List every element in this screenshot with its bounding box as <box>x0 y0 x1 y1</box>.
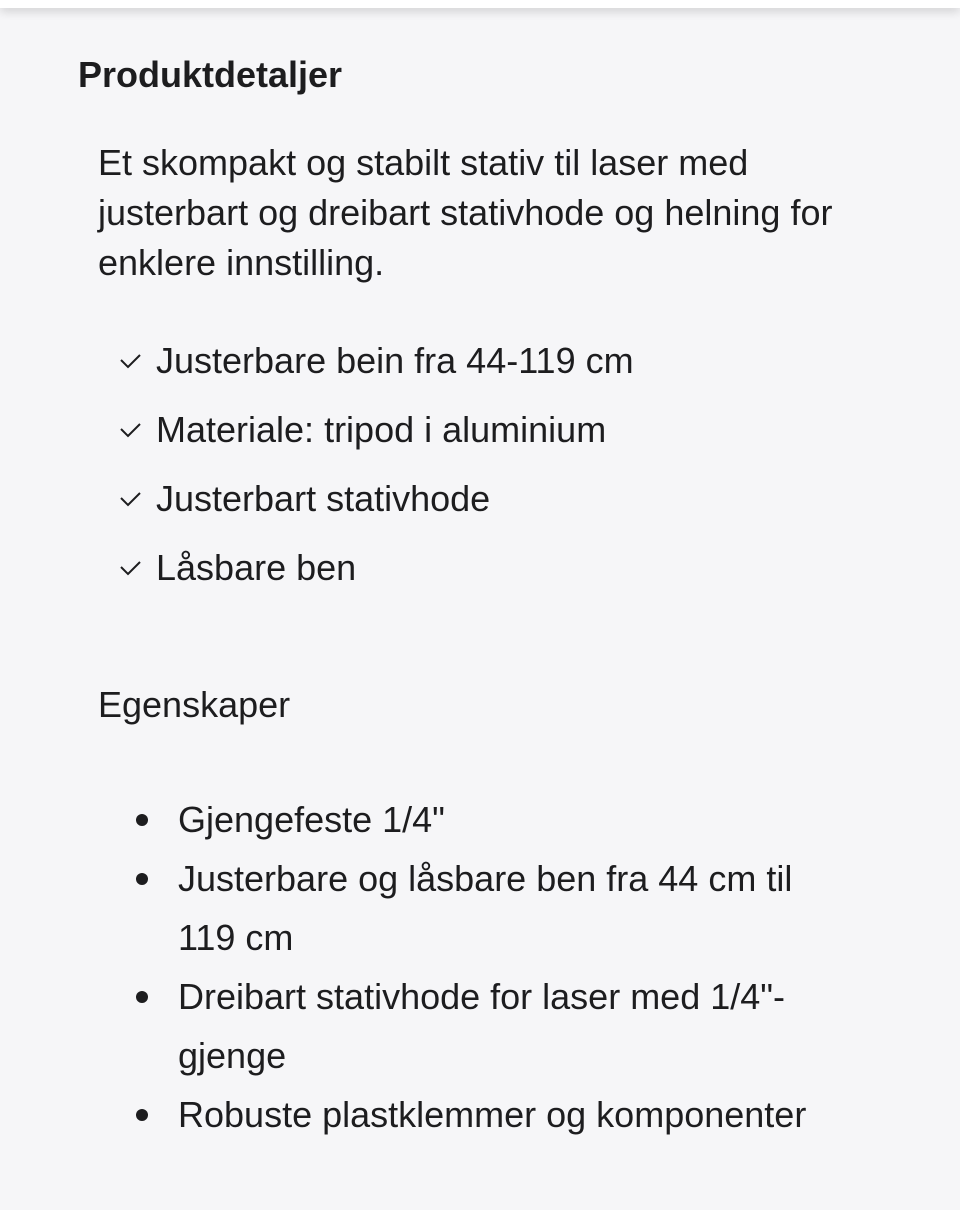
feature-item <box>130 967 850 1085</box>
highlights-list <box>118 326 634 602</box>
highlight-item <box>118 464 634 533</box>
features-heading: Egenskaper <box>98 684 291 725</box>
highlight-item <box>118 395 634 464</box>
highlight-text: Justerbare bein fra 44-119 cm <box>156 339 634 381</box>
feature-item <box>130 790 850 849</box>
highlight-text: Materiale: tripod i aluminium <box>156 408 607 450</box>
bullet-icon <box>136 814 148 826</box>
highlight-item <box>118 533 634 602</box>
feature-item <box>130 1085 850 1144</box>
feature-text: Gjengefeste 1/4" <box>178 799 445 840</box>
highlight-item <box>118 326 634 395</box>
bullet-icon <box>136 1109 148 1121</box>
feature-text: Justerbare og låsbare ben fra 44 cm til 119 cm <box>178 858 793 958</box>
feature-text: Robuste plastklemmer og komponenter <box>178 1094 807 1135</box>
feature-item <box>130 849 850 967</box>
header-bar-edge <box>0 0 960 8</box>
section-title: Produktdetaljer <box>78 54 343 95</box>
highlight-text: Låsbare ben <box>156 546 357 588</box>
check-icon <box>118 558 144 578</box>
bullet-icon <box>136 873 148 885</box>
check-icon <box>118 351 144 371</box>
features-list <box>130 790 850 1144</box>
check-icon <box>118 420 144 440</box>
product-description: Et skompakt og stabilt stativ til laser med justerbart og dreibart stativhode og helning for enklere innstilling. <box>98 142 833 283</box>
feature-text: Dreibart stativhode for laser med 1/4"-gjenge <box>178 976 786 1076</box>
bullet-icon <box>136 991 148 1003</box>
highlight-text: Justerbart stativhode <box>156 477 491 519</box>
check-icon <box>118 489 144 509</box>
